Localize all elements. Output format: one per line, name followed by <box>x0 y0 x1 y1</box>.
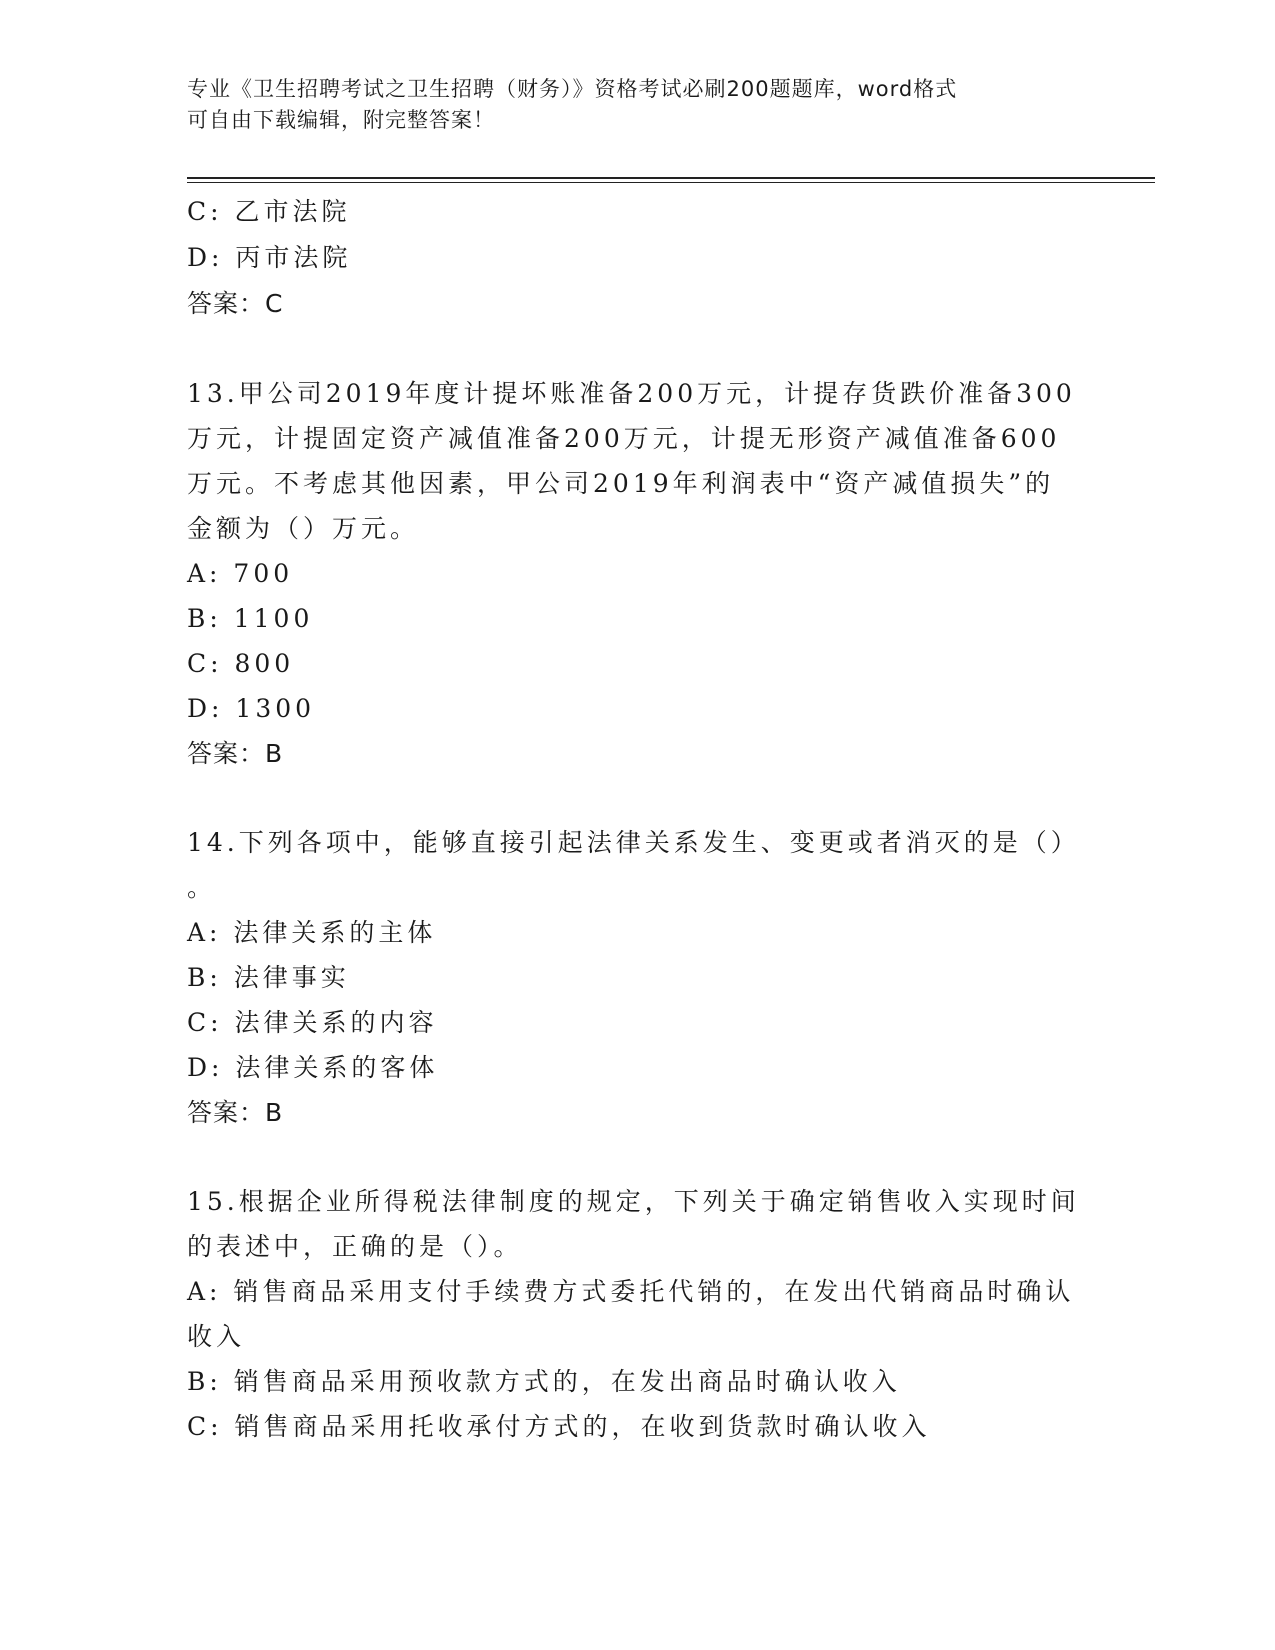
header-divider-thin <box>187 182 1155 183</box>
option-c: C: 800 <box>187 649 295 678</box>
question-13 <box>187 371 1087 776</box>
question-text-line: 万元。不考虑其他因素，甲公司2019年利润表中“资产减值损失”的 <box>187 469 1055 498</box>
option-a: A: 法律关系的主体 <box>187 918 437 947</box>
header-line-2: 可自由下载编辑，附完整答案！ <box>187 108 495 132</box>
question-text-line: 15.根据企业所得税法律制度的规定，下列关于确定销售收入实现时间 <box>187 1187 1080 1216</box>
question-text-line: 。 <box>187 873 217 902</box>
answer-line: 答案：B <box>187 739 284 768</box>
option-c: C: 销售商品采用托收承付方式的，在收到货款时确认收入 <box>187 1412 931 1441</box>
page-header <box>187 74 1067 136</box>
option-c: C: 乙市法院 <box>187 197 351 226</box>
option-d: D: 法律关系的客体 <box>187 1053 439 1082</box>
header-line-1: 专业《卫生招聘考试之卫生招聘（财务）》资格考试必刷200题题库，word格式 <box>187 77 958 101</box>
question-text-line: 14.下列各项中，能够直接引起法律关系发生、变更或者消灭的是（） <box>187 828 1080 857</box>
prev-question-block <box>187 189 1087 327</box>
answer-line: 答案：C <box>187 289 284 318</box>
option-c: C: 法律关系的内容 <box>187 1008 438 1037</box>
answer-line: 答案：B <box>187 1098 284 1127</box>
option-d: D: 丙市法院 <box>187 243 352 272</box>
question-text-line: 13.甲公司2019年度计提坏账准备200万元，计提存货跌价准备300 <box>187 379 1076 408</box>
header-divider-thick <box>187 177 1155 179</box>
question-text-line: 金额为（）万元。 <box>187 514 420 543</box>
question-text-line: 的表述中，正确的是（）。 <box>187 1232 523 1261</box>
option-a-continuation: 收入 <box>187 1322 246 1351</box>
option-b: B: 法律事实 <box>187 963 350 992</box>
question-content <box>187 189 1087 1449</box>
question-15 <box>187 1179 1087 1449</box>
option-d: D: 1300 <box>187 694 316 723</box>
option-a: A: 700 <box>187 559 294 588</box>
option-a: A: 销售商品采用支付手续费方式委托代销的，在发出代销商品时确认 <box>187 1277 1075 1306</box>
option-b: B: 1100 <box>187 604 314 633</box>
question-14 <box>187 820 1087 1135</box>
question-text-line: 万元，计提固定资产减值准备200万元，计提无形资产减值准备600 <box>187 424 1061 453</box>
option-b: B: 销售商品采用预收款方式的，在发出商品时确认收入 <box>187 1367 901 1396</box>
